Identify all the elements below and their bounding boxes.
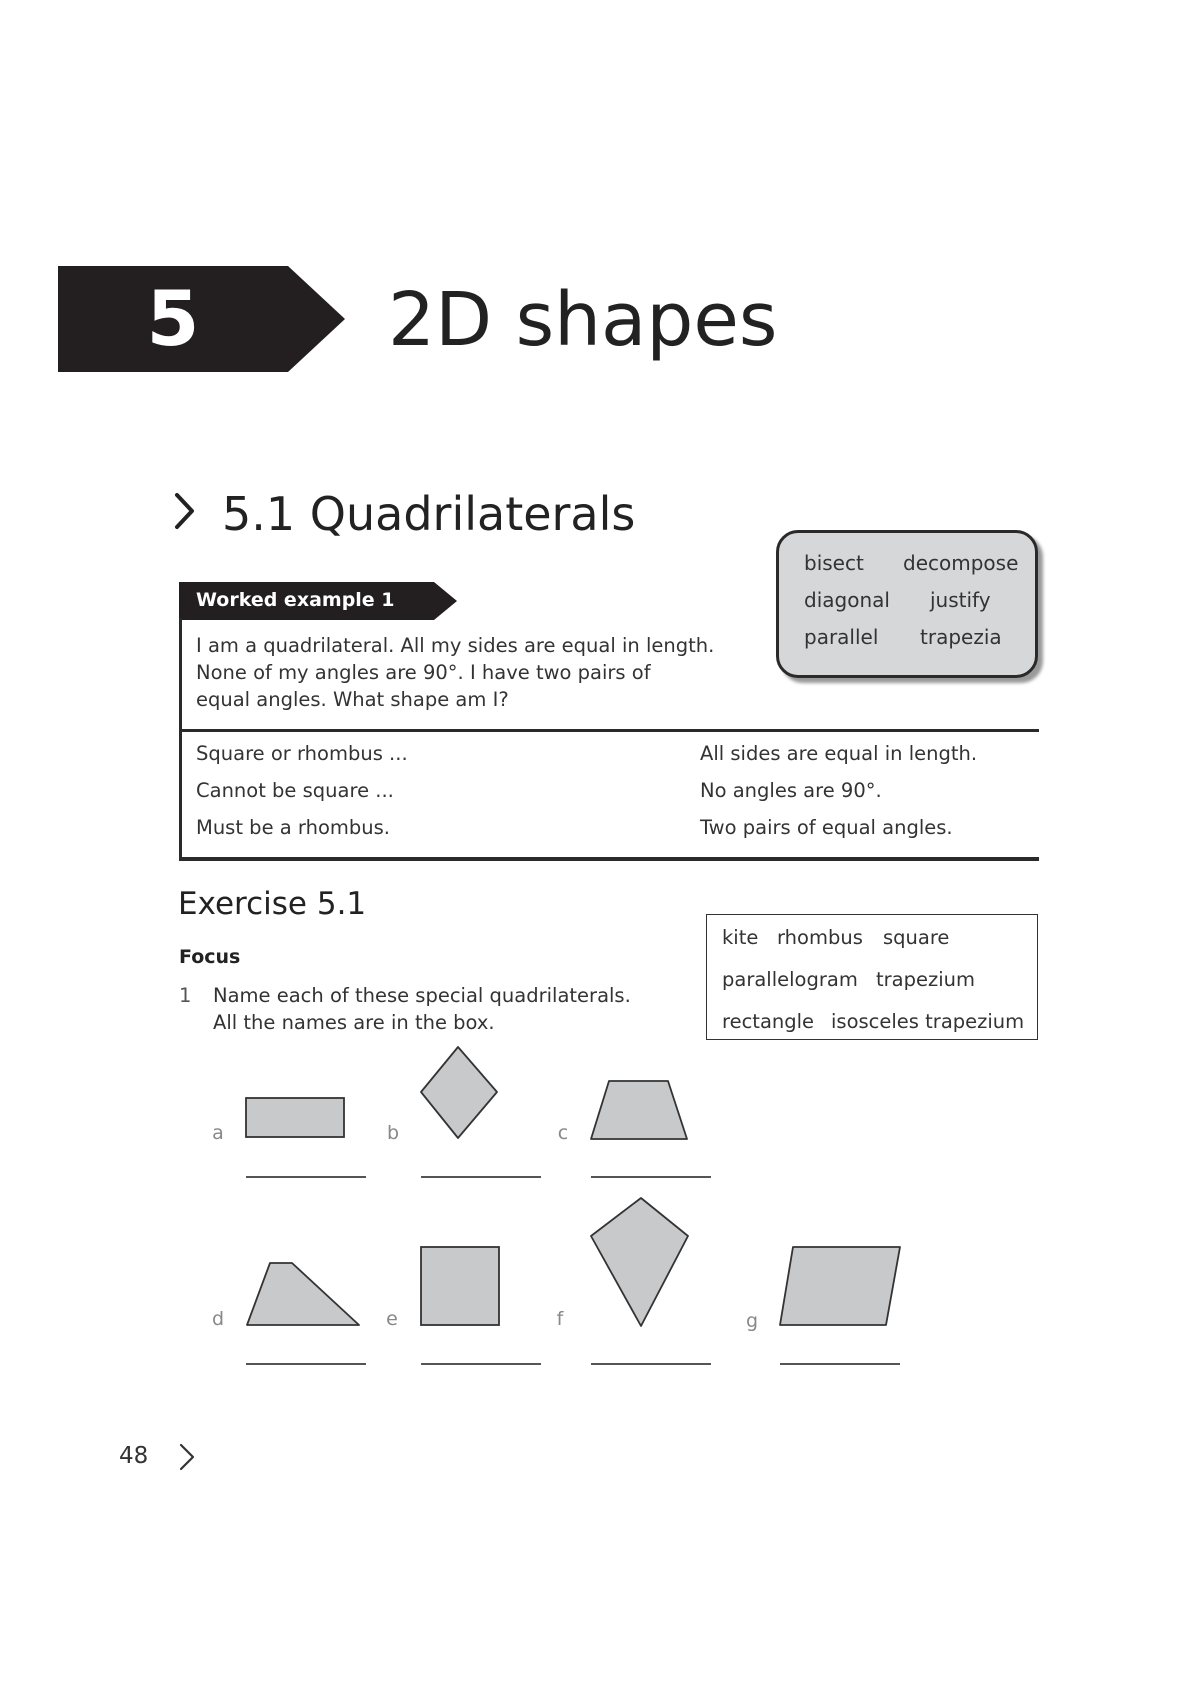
square-shape [418,1244,502,1328]
shape-letter: c [557,1122,569,1144]
keyword: justify [930,588,991,612]
answer-line[interactable] [246,1176,366,1178]
names-box [706,914,1038,1040]
divider [179,729,1039,732]
rectangle-shape [244,1096,348,1140]
worked-example-label: Worked example 1 [196,589,395,611]
focus-label: Focus [179,946,241,968]
shape-name: trapezium [876,968,975,991]
solution-reason: Two pairs of equal angles. [700,816,953,839]
answer-line[interactable] [246,1363,366,1365]
shape-letter: e [386,1308,398,1330]
shape-letter: f [556,1308,564,1330]
solution-reason: No angles are 90°. [700,779,882,802]
shape-name: isosceles trapezium [831,1010,1025,1033]
keyword: parallel [804,625,879,649]
chevron-right-icon [178,1443,196,1475]
keyword-box [776,530,1038,678]
trapezium-shape [244,1260,364,1328]
chevron-right-icon [174,492,196,534]
answer-line[interactable] [591,1363,711,1365]
isosceles-trapezium-shape [588,1078,692,1142]
solution-step: Must be a rhombus. [196,816,390,839]
shape-letter: g [745,1310,759,1332]
question-line: equal angles. What shape am I? [196,688,509,711]
shape-name: square [883,926,950,949]
question-line: Name each of these special quadrilaterals. [213,984,631,1007]
worked-example-border [179,618,182,732]
exercise-title: Exercise 5.1 [178,886,367,922]
rhombus-shape [418,1044,500,1142]
shape-letter: b [386,1122,400,1144]
answer-line[interactable] [421,1363,541,1365]
shape-letter: d [211,1308,225,1330]
keyword: diagonal [804,588,890,612]
shape-name: rhombus [777,926,863,949]
keyword: trapezia [920,625,1002,649]
shape-letter: a [212,1122,224,1144]
divider [179,857,1039,861]
solution-step: Cannot be square ... [196,779,394,802]
shape-name: kite [722,926,759,949]
section-title: 5.1 Quadrilaterals [222,487,636,541]
chapter-title: 2D shapes [388,277,778,363]
answer-line[interactable] [421,1176,541,1178]
answer-line[interactable] [591,1176,711,1178]
solution-reason: All sides are equal in length. [700,742,978,765]
chapter-number: 5 [146,274,200,363]
shape-name: parallelogram [722,968,858,991]
parallelogram-shape [777,1244,905,1328]
kite-shape [588,1194,692,1330]
shape-name: rectangle [722,1010,815,1033]
question-number: 1 [179,984,192,1007]
keyword: bisect [804,551,864,575]
solution-step: Square or rhombus ... [196,742,408,765]
answer-line[interactable] [780,1363,900,1365]
worked-example-border [179,729,182,859]
question-line: All the names are in the box. [213,1011,495,1034]
keyword: decompose [903,551,1019,575]
page-number: 48 [119,1443,149,1469]
question-line: I am a quadrilateral. All my sides are equal in length. [196,634,715,657]
question-line: None of my angles are 90°. I have two pairs of [196,661,651,684]
